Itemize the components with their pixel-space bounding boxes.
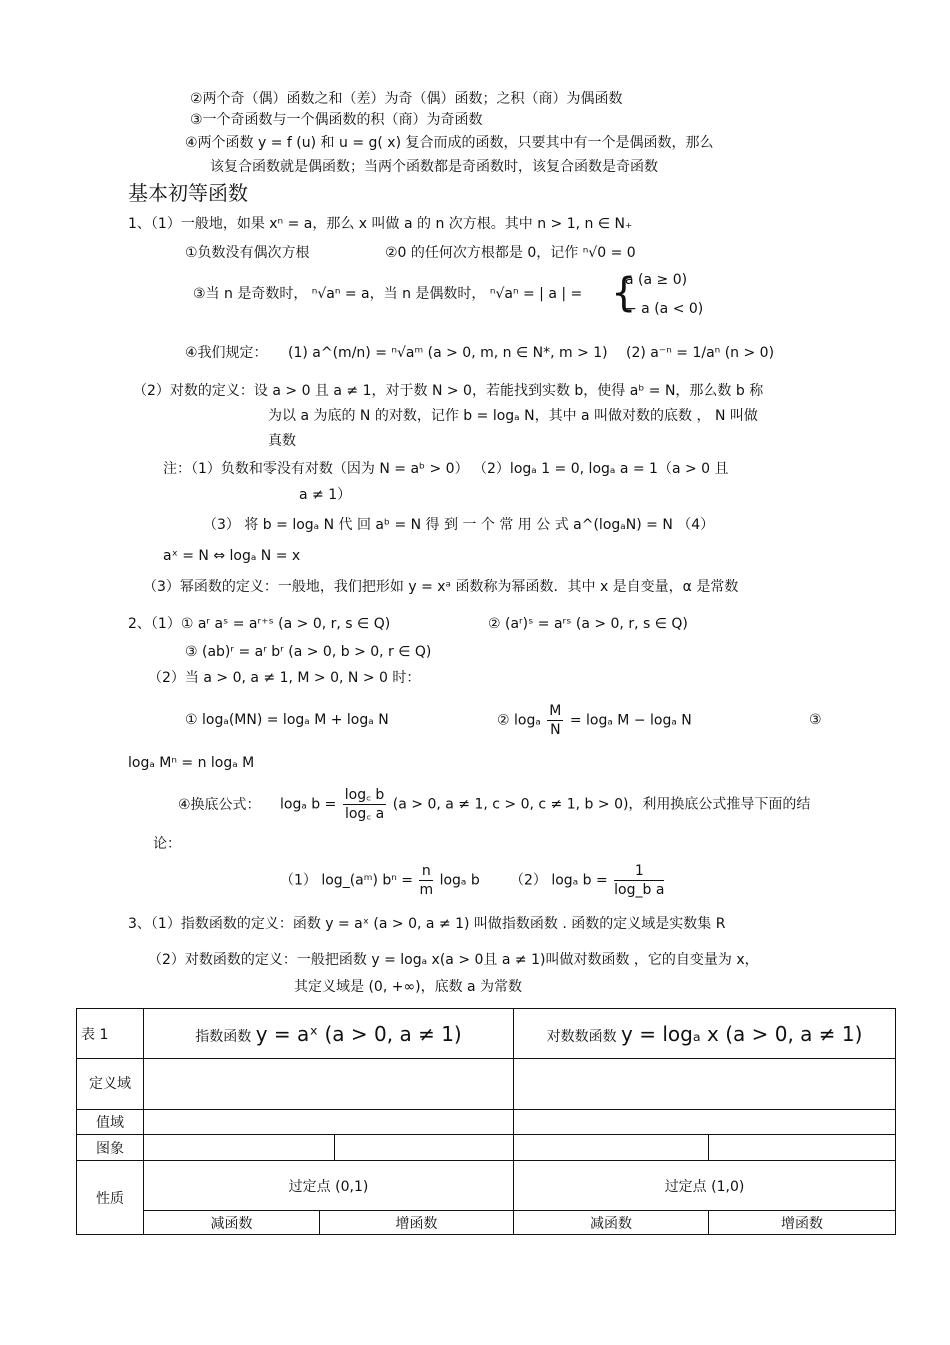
fraction: [547, 702, 563, 739]
table-cell: [514, 1110, 896, 1135]
text-line: 为以 a 为底的 N 的对数，记作 b = logₐ N，其中 a 叫做对数的底数 ， N 叫做: [268, 408, 758, 424]
log-title: 对数数函数: [546, 1028, 617, 1045]
text-line: ②两个奇（偶）函数之和（差）为奇（偶）函数；之积（商）为偶函数: [190, 91, 623, 107]
formula-part: logₐ b: [439, 872, 480, 889]
text-line: ③当 n 是奇数时， ⁿ√aⁿ = a，当 n 是偶数时， ⁿ√aⁿ = | a | =: [193, 286, 583, 302]
text-line: ③: [809, 712, 822, 728]
text-line: aˣ = N ⇔ logₐ N = x: [163, 548, 301, 564]
exp-decreasing: 减函数: [144, 1211, 320, 1235]
fraction: [614, 862, 664, 899]
denominator: N: [550, 722, 561, 738]
table-cell: [144, 1110, 514, 1135]
formula: [280, 862, 480, 899]
table-cell: [144, 1135, 335, 1161]
formula: [280, 786, 810, 823]
numerator: M: [549, 703, 562, 719]
log-increasing: 增函数: [709, 1211, 896, 1235]
text-line: ④我们规定：: [185, 345, 268, 361]
brace-symbol: {: [611, 270, 637, 316]
text-line: ③一个奇函数与一个偶函数的积（商）为奇函数: [190, 112, 483, 128]
text-line: ②0 的任何次方根都是 0，记作 ⁿ√0 = 0: [385, 245, 636, 261]
section-heading: 基本初等函数: [128, 181, 248, 205]
text-line: 真数: [268, 433, 296, 449]
formula-part: （1） log_(aᵐ) bⁿ =: [280, 872, 414, 889]
text-line: （2）当 a > 0, a ≠ 1, M > 0, N > 0 时：: [148, 670, 421, 686]
log-header: [514, 1009, 896, 1059]
formula-part: = logₐ M − logₐ N: [569, 712, 692, 729]
log-decreasing: 减函数: [514, 1211, 709, 1235]
log-formula: y = logₐ x (a > 0, a ≠ 1): [621, 1021, 863, 1046]
table-cell: [514, 1059, 896, 1110]
exp-header: [144, 1009, 514, 1059]
fraction: [419, 862, 433, 899]
formula-part: logₐ b =: [280, 796, 337, 813]
exp-increasing: 增函数: [320, 1211, 514, 1235]
table-cell: [709, 1135, 896, 1161]
text-line: 1、（1）一般地，如果 xⁿ = a，那么 x 叫做 a 的 n 次方根。其中 n > 1, n ∈ N₊: [128, 216, 633, 232]
row-label-range: 值域: [77, 1110, 144, 1135]
numerator: log꜀ b: [344, 787, 385, 803]
row-label-properties: 性质: [77, 1161, 144, 1235]
table-cell: [335, 1135, 514, 1161]
formula: ③ (ab)ʳ = aʳ bʳ (a > 0, b > 0, r ∈ Q): [185, 644, 432, 660]
text-line: ①负数没有偶次方根: [185, 245, 310, 261]
fraction: [343, 786, 387, 823]
case-line: − a (a < 0): [625, 301, 704, 317]
text-line: 该复合函数就是偶函数；当两个函数都是奇函数时，该复合函数是奇函数: [210, 159, 658, 175]
formula: 2、（1）① aʳ aˢ = aʳ⁺ˢ (a > 0, r, s ∈ Q): [128, 616, 391, 632]
formula: (2) a⁻ⁿ = 1/aⁿ (n > 0): [626, 345, 775, 361]
numerator: n: [419, 862, 433, 881]
row-label-graph: 图象: [77, 1135, 144, 1161]
text-line: （2）对数函数的定义：一般把函数 y = logₐ x(a > 0且 a ≠ 1)叫做对数函数 ，它的自变量为 x，: [148, 952, 759, 968]
exp-formula: y = aˣ (a > 0, a ≠ 1): [255, 1021, 462, 1046]
formula: [497, 702, 692, 739]
text-line: （3） 将 b = logₐ N 代 回 aᵇ = N 得 到 一 个 常 用 公 式 a^(logₐN) = N （4）: [203, 517, 715, 533]
formula: (1) a^(m/n) = ⁿ√aᵐ (a > 0, m, n ∈ N*, m > 1): [288, 345, 608, 361]
numerator: 1: [614, 862, 664, 881]
formula-part: （2） logₐ b =: [510, 872, 608, 889]
denominator: log꜀ a: [344, 806, 385, 822]
text-line: 3、（1）指数函数的定义：函数 y = aˣ (a > 0, a ≠ 1) 叫做指数函数 . 函数的定义域是实数集 R: [128, 916, 726, 932]
case-line: a (a ≥ 0): [625, 272, 688, 288]
denominator: log_b a: [614, 882, 665, 898]
text-line: ④换底公式：: [178, 797, 261, 813]
table-cell: [514, 1135, 709, 1161]
text-line: 其定义域是 (0, +∞)，底数 a 为常数: [294, 979, 523, 995]
text-line: 注：（1）负数和零没有对数（因为 N = aᵇ > 0） （2）logₐ 1 = 0, logₐ a = 1（a > 0 且: [163, 461, 729, 477]
row-label-domain: 定义域: [77, 1059, 144, 1110]
formula: ① logₐ(MN) = logₐ M + logₐ N: [185, 712, 389, 728]
formula: ② (aʳ)ˢ = aʳˢ (a > 0, r, s ∈ Q): [488, 616, 688, 632]
text-line: （2）对数的定义：设 a > 0 且 a ≠ 1，对于数 N > 0，若能找到实数 b，使得 aᵇ = N，那么数 b 称: [133, 383, 764, 399]
text-line: a ≠ 1）: [299, 487, 352, 503]
formula-part: ② logₐ: [497, 712, 541, 729]
formula-part: (a > 0, a ≠ 1, c > 0, c ≠ 1, b > 0)，利用换底公式推导下面的结: [392, 796, 811, 813]
table-cell: [144, 1059, 514, 1110]
exp-title: 指数函数: [195, 1028, 252, 1045]
text-line: （3）幂函数的定义：一般地，我们把形如 y = xᵃ 函数称为幂函数．其中 x 是自变量，α 是常数: [143, 579, 739, 595]
exp-fixed-point: 过定点 (0,1): [144, 1161, 514, 1211]
formula: [510, 862, 666, 899]
function-table: [76, 1008, 896, 1235]
text-line: ④两个函数 y = f (u) 和 u = g( x) 复合而成的函数，只要其中有一个是偶函数，那么: [185, 135, 714, 151]
denominator: m: [419, 882, 434, 898]
table-label: 表 1: [77, 1009, 144, 1059]
formula: logₐ Mⁿ = n logₐ M: [128, 755, 255, 771]
text-line: 论：: [153, 836, 181, 852]
log-fixed-point: 过定点 (1,0): [514, 1161, 896, 1211]
